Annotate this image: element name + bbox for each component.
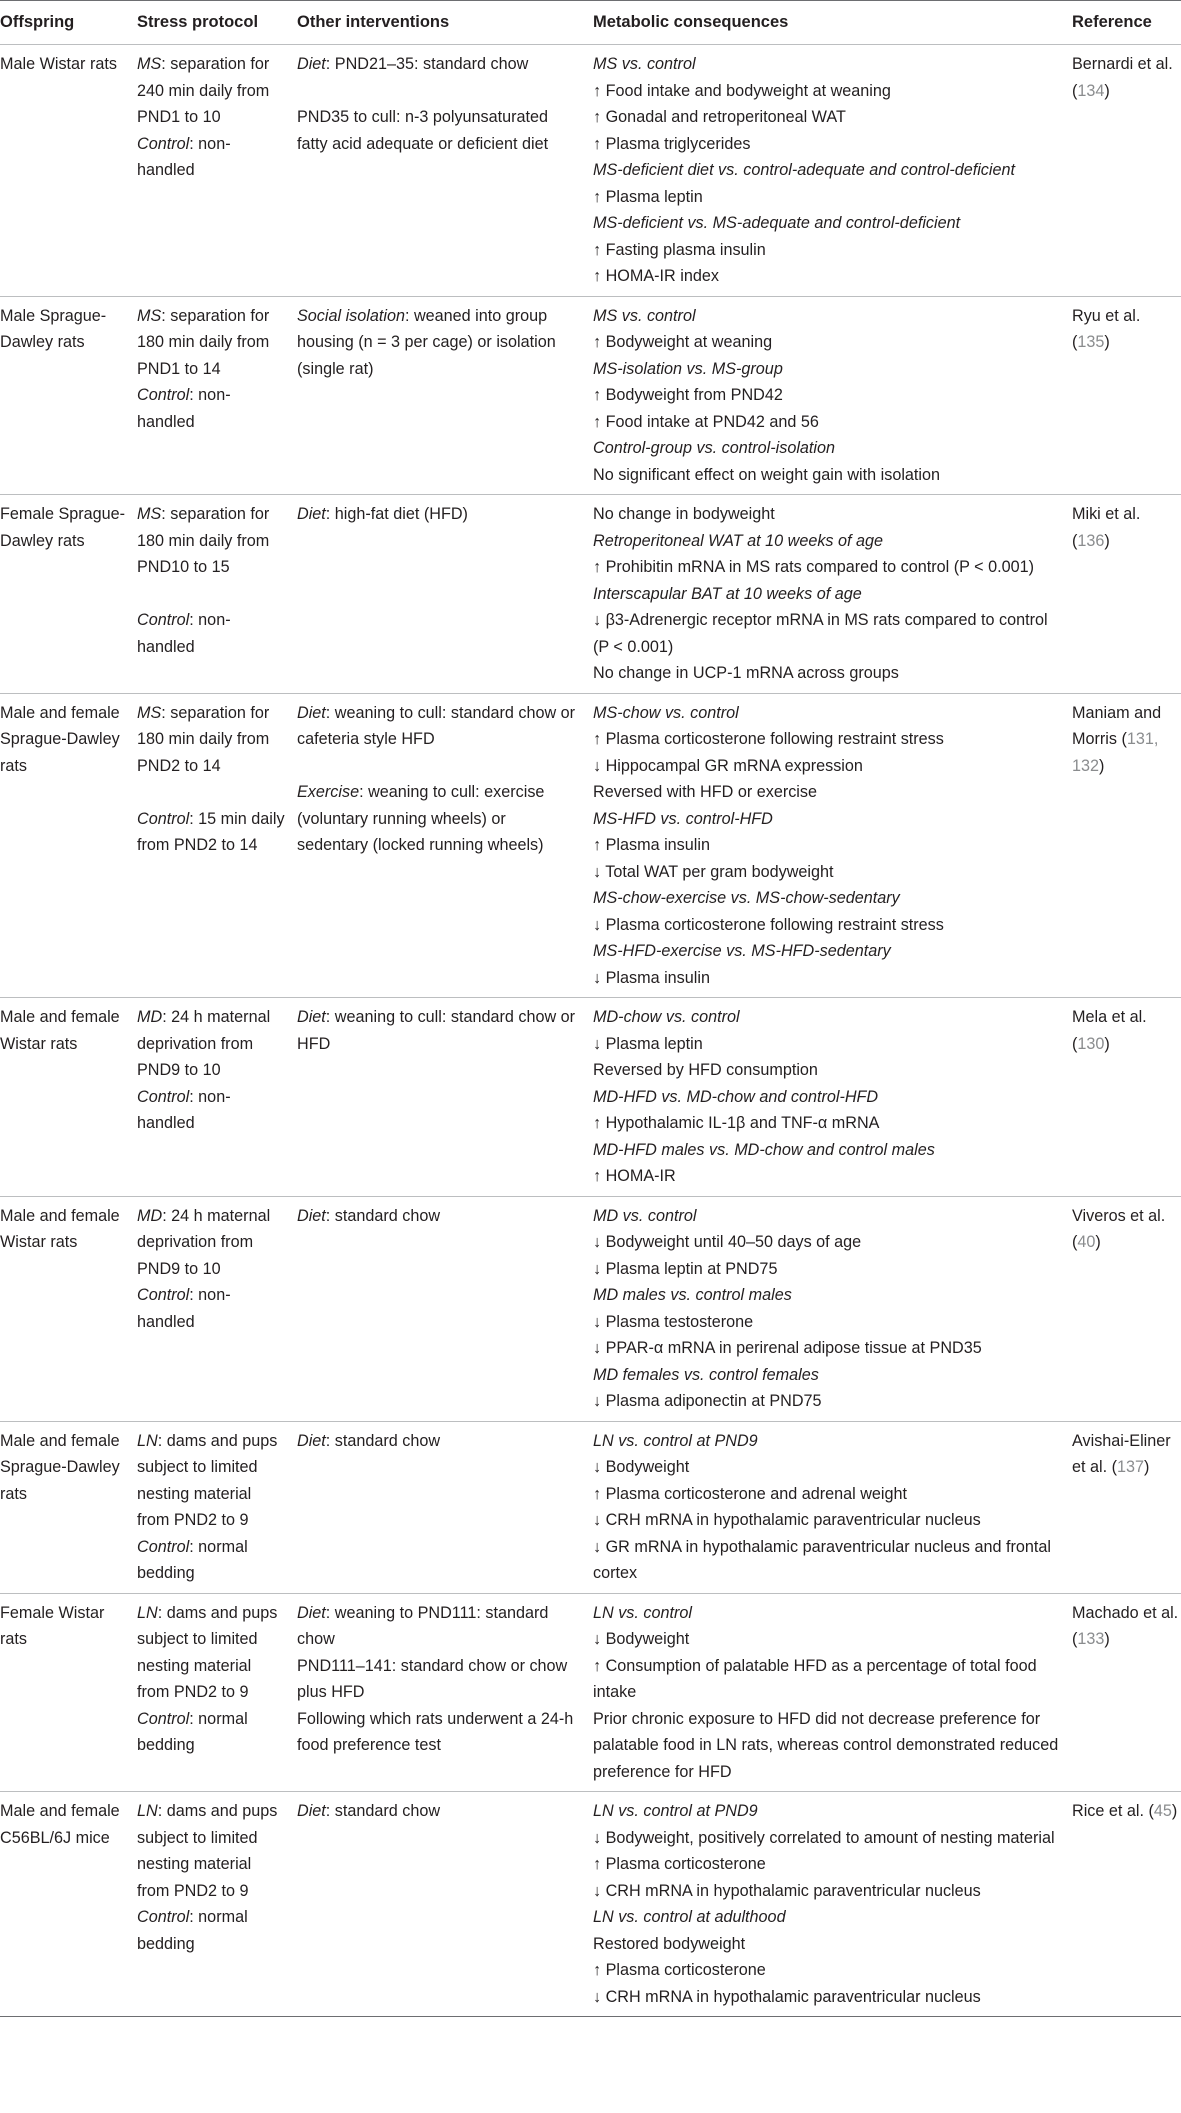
metabolic-finding: ↑ Food intake at PND42 and 56 [593, 412, 819, 431]
metabolic-finding: ↑ Plasma corticosterone and adrenal weight [593, 1484, 908, 1503]
comparison-heading: MD-HFD vs. MD-chow and control-HFD [593, 1087, 879, 1106]
stress-line [137, 131, 287, 184]
offspring-cell: Male and female Wistar rats [0, 1196, 137, 1421]
intervention-label: Exercise [297, 783, 360, 801]
reference-cell [1072, 1792, 1181, 2017]
reference-cell [1072, 45, 1181, 297]
intervention-line [297, 700, 579, 753]
reference-cell [1072, 998, 1181, 1197]
metabolic-finding: ↓ β3-Adrenergic receptor mRNA in MS rats compared to control (P < 0.001) [593, 611, 1048, 656]
stress-text: : separation for 180 min daily from PND1 to 14 [137, 306, 270, 378]
metabolic-finding: ↑ Plasma insulin [593, 836, 710, 854]
metabolic-finding: ↓ Plasma adiponectin at PND75 [593, 1392, 822, 1410]
stress-text: : non-handled [137, 386, 231, 431]
comparison-heading: LN vs. control at PND9 [593, 1802, 758, 1820]
metabolic-finding: ↑ Plasma corticosterone [593, 1961, 766, 1979]
stress-line [137, 1534, 287, 1587]
metabolic-finding: No significant effect on weight gain with isolation [593, 465, 941, 484]
stress-line [137, 501, 287, 581]
intervention-label: Diet [297, 1603, 326, 1622]
metabolic-finding: ↑ Food intake and bodyweight at weaning [593, 81, 891, 100]
stress-text: : non-handled [137, 611, 231, 656]
stress-text: : separation for 240 min daily from PND1 to 10 [137, 55, 270, 126]
reference-text: Rice et al. ( [1072, 1802, 1154, 1820]
intervention-label: Diet [297, 55, 326, 73]
intervention-text: PND111–141: standard chow or chow plus HFD [297, 1656, 568, 1701]
metabolic-finding: ↓ Plasma leptin at PND75 [593, 1259, 778, 1278]
metabolic-finding: ↑ HOMA-IR index [593, 267, 719, 285]
metabolic-finding: Restored bodyweight [593, 1934, 746, 1953]
header-metabolic-consequences: Metabolic consequences [593, 1, 1072, 45]
table-body [0, 45, 1181, 2017]
metabolic-consequences-cell [593, 1792, 1072, 2017]
intervention-label: Diet [297, 1802, 326, 1820]
table-row [0, 693, 1181, 998]
stress-line [137, 1428, 287, 1534]
metabolic-finding: ↑ Hypothalamic IL-1β and TNF-α mRNA [593, 1114, 880, 1132]
offspring-cell: Male and female Sprague-Dawley rats [0, 1421, 137, 1593]
reference-number[interactable]: 131, 132 [1072, 730, 1159, 775]
intervention-label: Diet [297, 505, 326, 523]
metabolic-finding: ↑ Plasma leptin [593, 187, 703, 206]
intervention-text: : standard chow [325, 1802, 441, 1820]
table-row [0, 495, 1181, 694]
comparison-heading: MD males vs. control males [593, 1286, 792, 1304]
other-interventions-cell [297, 1196, 593, 1421]
stress-line [137, 1798, 287, 1904]
reference-number[interactable]: 135 [1077, 333, 1105, 351]
intervention-text: Following which rats underwent a 24-h food preference test [297, 1709, 574, 1754]
reference-number[interactable]: 130 [1077, 1034, 1105, 1053]
table-row [0, 1196, 1181, 1421]
metabolic-finding: ↑ Plasma corticosterone following restraint stress [593, 730, 944, 748]
stress-line [137, 1600, 287, 1706]
comparison-heading: MS vs. control [593, 306, 696, 325]
metabolic-finding: ↑ HOMA-IR [593, 1167, 676, 1185]
stress-label: Control [137, 809, 190, 828]
intervention-line [297, 104, 579, 157]
comparison-heading: MS-isolation vs. MS-group [593, 359, 783, 378]
stress-spacer [137, 779, 287, 806]
intervention-label: Diet [297, 703, 326, 722]
comparison-heading: LN vs. control [593, 1603, 692, 1622]
metabolic-consequences-cell [593, 296, 1072, 495]
reference-cell [1072, 1593, 1181, 1792]
stress-line [137, 51, 287, 131]
other-interventions-cell [297, 45, 593, 297]
reference-close: ) [1104, 333, 1110, 351]
comparison-heading: MS-chow-exercise vs. MS-chow-sedentary [593, 889, 900, 907]
metabolic-finding: ↓ CRH mRNA in hypothalamic paraventricular nucleus [593, 1881, 981, 1900]
reference-text: Miki et al. ( [1072, 505, 1141, 550]
metabolic-finding: ↑ Fasting plasma insulin [593, 240, 766, 259]
header-offspring: Offspring [0, 1, 137, 45]
intervention-line [297, 1706, 579, 1759]
reference-text: Machado et al. ( [1072, 1603, 1179, 1648]
stress-line [137, 700, 287, 780]
comparison-heading: LN vs. control at adulthood [593, 1908, 786, 1926]
intervention-spacer [297, 78, 579, 105]
stress-protocol-cell [137, 693, 297, 998]
intervention-text: : weaned into group housing (n = 3 per cage) or isolation (single rat) [297, 306, 556, 378]
metabolic-finding: ↓ Plasma leptin [593, 1034, 703, 1053]
stress-text: : non-handled [137, 1286, 231, 1331]
reference-cell [1072, 495, 1181, 694]
stress-text: : non-handled [137, 1087, 231, 1132]
reference-close: ) [1104, 1630, 1110, 1648]
metabolic-finding: ↑ Consumption of palatable HFD as a percentage of total food intake [593, 1656, 1037, 1701]
stress-text: : dams and pups subject to limited nesting material from PND2 to 9 [137, 1431, 278, 1529]
stress-label: MS [137, 505, 162, 523]
stress-label: Control [137, 1087, 190, 1106]
metabolic-finding: No change in bodyweight [593, 505, 775, 523]
reference-number[interactable]: 134 [1077, 81, 1105, 100]
stress-label: MD [137, 1008, 163, 1026]
other-interventions-cell [297, 693, 593, 998]
intervention-text: : weaning to PND111: standard chow [297, 1603, 549, 1648]
stress-line [137, 1084, 287, 1137]
reference-text: Viveros et al. ( [1072, 1206, 1166, 1251]
metabolic-finding: ↓ PPAR-α mRNA in perirenal adipose tissue at PND35 [593, 1339, 982, 1357]
stress-text: : normal bedding [137, 1908, 248, 1953]
reference-cell [1072, 693, 1181, 998]
offspring-cell: Female Sprague-Dawley rats [0, 495, 137, 694]
intervention-text: : weaning to cull: exercise (voluntary running wheels) or sedentary (locked running wheels) [297, 783, 545, 854]
stress-label: MS [137, 703, 162, 722]
stress-protocol-cell [137, 1593, 297, 1792]
reference-text: Ryu et al. ( [1072, 306, 1141, 351]
reference-close: ) [1104, 531, 1110, 550]
intervention-label: Social isolation [297, 306, 405, 325]
metabolic-finding: No change in UCP-1 mRNA across groups [593, 664, 899, 682]
metabolic-finding: ↑ Plasma corticosterone [593, 1855, 766, 1873]
stress-text: : 24 h maternal deprivation from PND9 to 10 [137, 1008, 271, 1079]
metabolic-finding: ↓ Bodyweight, positively correlated to amount of nesting material [593, 1828, 1055, 1847]
intervention-text: : weaning to cull: standard chow or cafeteria style HFD [297, 703, 576, 748]
reference-close: ) [1144, 1458, 1150, 1476]
stress-label: Control [137, 1908, 190, 1926]
stress-protocol-cell [137, 296, 297, 495]
table-row [0, 998, 1181, 1197]
stress-spacer [137, 581, 287, 608]
reference-close: ) [1104, 81, 1110, 100]
metabolic-finding: ↑ Plasma triglycerides [593, 134, 751, 153]
stress-label: LN [137, 1603, 158, 1622]
comparison-heading: Control-group vs. control-isolation [593, 439, 836, 457]
reference-cell [1072, 1421, 1181, 1593]
metabolic-finding: ↑ Bodyweight from PND42 [593, 386, 783, 404]
stress-label: MS [137, 306, 162, 325]
comparison-heading: MS-deficient diet vs. control-adequate and control-deficient [593, 161, 1016, 179]
stress-text: : normal bedding [137, 1709, 248, 1754]
offspring-cell: Male Sprague-Dawley rats [0, 296, 137, 495]
metabolic-finding: ↑ Bodyweight at weaning [593, 333, 773, 351]
stress-line [137, 1706, 287, 1759]
metabolic-finding: ↓ CRH mRNA in hypothalamic paraventricular nucleus [593, 1511, 981, 1529]
comparison-heading: MD females vs. control females [593, 1365, 819, 1384]
intervention-spacer [297, 753, 579, 780]
stress-protocol-cell [137, 495, 297, 694]
offspring-cell: Male and female C56BL/6J mice [0, 1792, 137, 2017]
stress-protocol-cell [137, 1421, 297, 1593]
reference-cell [1072, 1196, 1181, 1421]
stress-label: Control [137, 611, 190, 629]
stress-text: : dams and pups subject to limited nesting material from PND2 to 9 [137, 1802, 278, 1900]
comparison-heading: Retroperitoneal WAT at 10 weeks of age [593, 531, 884, 550]
comparison-heading: Interscapular BAT at 10 weeks of age [593, 584, 862, 603]
stress-line [137, 607, 287, 660]
intervention-line [297, 1798, 579, 1825]
stress-text: : non-handled [137, 134, 231, 179]
stress-text: : normal bedding [137, 1537, 248, 1582]
metabolic-finding: ↑ Gonadal and retroperitoneal WAT [593, 108, 846, 126]
metabolic-finding: ↓ Total WAT per gram bodyweight [593, 862, 834, 881]
stress-label: MD [137, 1206, 163, 1225]
intervention-label: Diet [297, 1206, 326, 1225]
intervention-line [297, 1203, 579, 1230]
table-row [0, 1792, 1181, 2017]
metabolic-finding: ↓ Bodyweight [593, 1630, 690, 1648]
stress-text: : separation for 180 min daily from PND10 to 15 [137, 505, 270, 576]
other-interventions-cell [297, 998, 593, 1197]
stress-line [137, 1282, 287, 1335]
metabolic-consequences-cell [593, 998, 1072, 1197]
intervention-line [297, 1600, 579, 1653]
metabolic-finding: Reversed by HFD consumption [593, 1061, 818, 1079]
stress-label: Control [137, 1537, 190, 1556]
other-interventions-cell [297, 296, 593, 495]
reference-text: Mela et al. ( [1072, 1008, 1147, 1053]
comparison-heading: MS-deficient vs. MS-adequate and control-deficient [593, 214, 961, 232]
stress-line [137, 303, 287, 383]
table-row [0, 45, 1181, 297]
header-stress-protocol: Stress protocol [137, 1, 297, 45]
metabolic-consequences-cell [593, 495, 1072, 694]
stress-text: : 15 min daily from PND2 to 14 [137, 809, 285, 854]
comparison-heading: MD vs. control [593, 1206, 697, 1225]
metabolic-finding: ↑ Prohibitin mRNA in MS rats compared to control (P < 0.001) [593, 558, 1034, 576]
other-interventions-cell [297, 1593, 593, 1792]
stress-text: : dams and pups subject to limited nesting material from PND2 to 9 [137, 1603, 278, 1701]
offspring-cell: Male and female Sprague-Dawley rats [0, 693, 137, 998]
stress-label: LN [137, 1802, 158, 1820]
metabolic-finding: ↓ Plasma insulin [593, 968, 710, 987]
comparison-heading: MD-HFD males vs. MD-chow and control males [593, 1140, 935, 1159]
comparison-heading: MS-chow vs. control [593, 703, 739, 722]
reference-number[interactable]: 40 [1077, 1233, 1096, 1251]
intervention-text: : standard chow [325, 1206, 441, 1225]
metabolic-finding: ↓ GR mRNA in hypothalamic paraventricular nucleus and frontal cortex [593, 1537, 1051, 1582]
table-row [0, 296, 1181, 495]
metabolic-finding: ↓ Bodyweight until 40–50 days of age [593, 1233, 862, 1251]
intervention-text: : PND21–35: standard chow [325, 55, 529, 73]
intervention-line [297, 303, 579, 383]
comparison-heading: MD-chow vs. control [593, 1008, 740, 1026]
stress-label: MS [137, 55, 162, 73]
stress-protocol-cell [137, 1792, 297, 2017]
stress-label: Control [137, 134, 190, 153]
comparison-heading: MS-HFD-exercise vs. MS-HFD-sedentary [593, 942, 891, 960]
intervention-text: PND35 to cull: n-3 polyunsaturated fatty acid adequate or deficient diet [297, 108, 549, 153]
stress-label: Control [137, 386, 190, 404]
comparison-heading: LN vs. control at PND9 [593, 1431, 758, 1450]
other-interventions-cell [297, 495, 593, 694]
metabolic-consequences-cell [593, 1593, 1072, 1792]
stress-line [137, 806, 287, 859]
reference-text: Bernardi et al. ( [1072, 55, 1173, 100]
stress-text: : 24 h maternal deprivation from PND9 to 10 [137, 1206, 271, 1278]
reference-text: Maniam and Morris ( [1072, 703, 1162, 748]
metabolic-finding: Reversed with HFD or exercise [593, 783, 817, 801]
other-interventions-cell [297, 1421, 593, 1593]
stress-line [137, 382, 287, 435]
stress-label: LN [137, 1431, 158, 1450]
metabolic-consequences-cell [593, 45, 1072, 297]
reference-close: ) [1171, 1802, 1178, 1820]
reference-close: ) [1104, 1034, 1110, 1053]
comparison-heading: MS vs. control [593, 55, 696, 73]
header-reference: Reference [1072, 1, 1181, 45]
offspring-cell: Male Wistar rats [0, 55, 117, 73]
stress-protocol-cell [137, 45, 297, 297]
stress-protocol-cell [137, 998, 297, 1197]
metabolic-finding: ↓ CRH mRNA in hypothalamic paraventricular nucleus [593, 1987, 981, 2006]
stress-line [137, 1904, 287, 1957]
offspring-cell: Female Wistar rats [0, 1593, 137, 1792]
reference-cell [1072, 296, 1181, 495]
intervention-text: : high-fat diet (HFD) [325, 505, 468, 523]
intervention-line [297, 51, 579, 78]
reference-number[interactable]: 133 [1077, 1630, 1105, 1648]
intervention-text: : weaning to cull: standard chow or HFD [297, 1008, 576, 1053]
metabolic-finding: ↓ Bodyweight [593, 1458, 690, 1476]
metabolic-finding: ↓ Plasma testosterone [593, 1312, 754, 1331]
reference-close: ) [1095, 1233, 1101, 1251]
metabolic-finding: Prior chronic exposure to HFD did not decrease preference for palatable food in LN rats, whereas control demonstrated reduced preference for HFD [593, 1709, 1059, 1781]
reference-number[interactable]: 137 [1116, 1458, 1144, 1476]
intervention-line [297, 779, 579, 859]
stress-text: : separation for 180 min daily from PND2 to 14 [137, 703, 270, 775]
stress-label: Control [137, 1709, 190, 1728]
comparison-heading: MS-HFD vs. control-HFD [593, 809, 773, 828]
stress-protocol-cell [137, 1196, 297, 1421]
offspring-cell: Male and female Wistar rats [0, 998, 137, 1197]
metabolic-consequences-cell [593, 1196, 1072, 1421]
intervention-line [297, 1428, 579, 1455]
intervention-label: Diet [297, 1431, 326, 1450]
intervention-line [297, 1004, 579, 1057]
reference-close: ) [1099, 756, 1105, 775]
header-other-interventions: Other interventions [297, 1, 593, 45]
stress-line [137, 1203, 287, 1283]
metabolic-consequences-cell [593, 693, 1072, 998]
metabolic-finding: ↓ Plasma corticosterone following restraint stress [593, 915, 944, 934]
reference-text: Avishai-Eliner et al. ( [1072, 1431, 1171, 1476]
intervention-label: Diet [297, 1008, 326, 1026]
table-row [0, 1421, 1181, 1593]
reference-number[interactable]: 45 [1153, 1802, 1172, 1820]
intervention-line [297, 1653, 579, 1706]
metabolic-finding: ↓ Hippocampal GR mRNA expression [593, 756, 863, 775]
table-row [0, 1593, 1181, 1792]
other-interventions-cell [297, 1792, 593, 2017]
metabolic-consequences-cell [593, 1421, 1072, 1593]
reference-number[interactable]: 136 [1077, 531, 1105, 550]
stress-label: Control [137, 1286, 190, 1304]
stress-line [137, 1004, 287, 1084]
header-row [0, 1, 1181, 45]
intervention-text: : standard chow [325, 1431, 441, 1450]
intervention-line [297, 501, 579, 528]
